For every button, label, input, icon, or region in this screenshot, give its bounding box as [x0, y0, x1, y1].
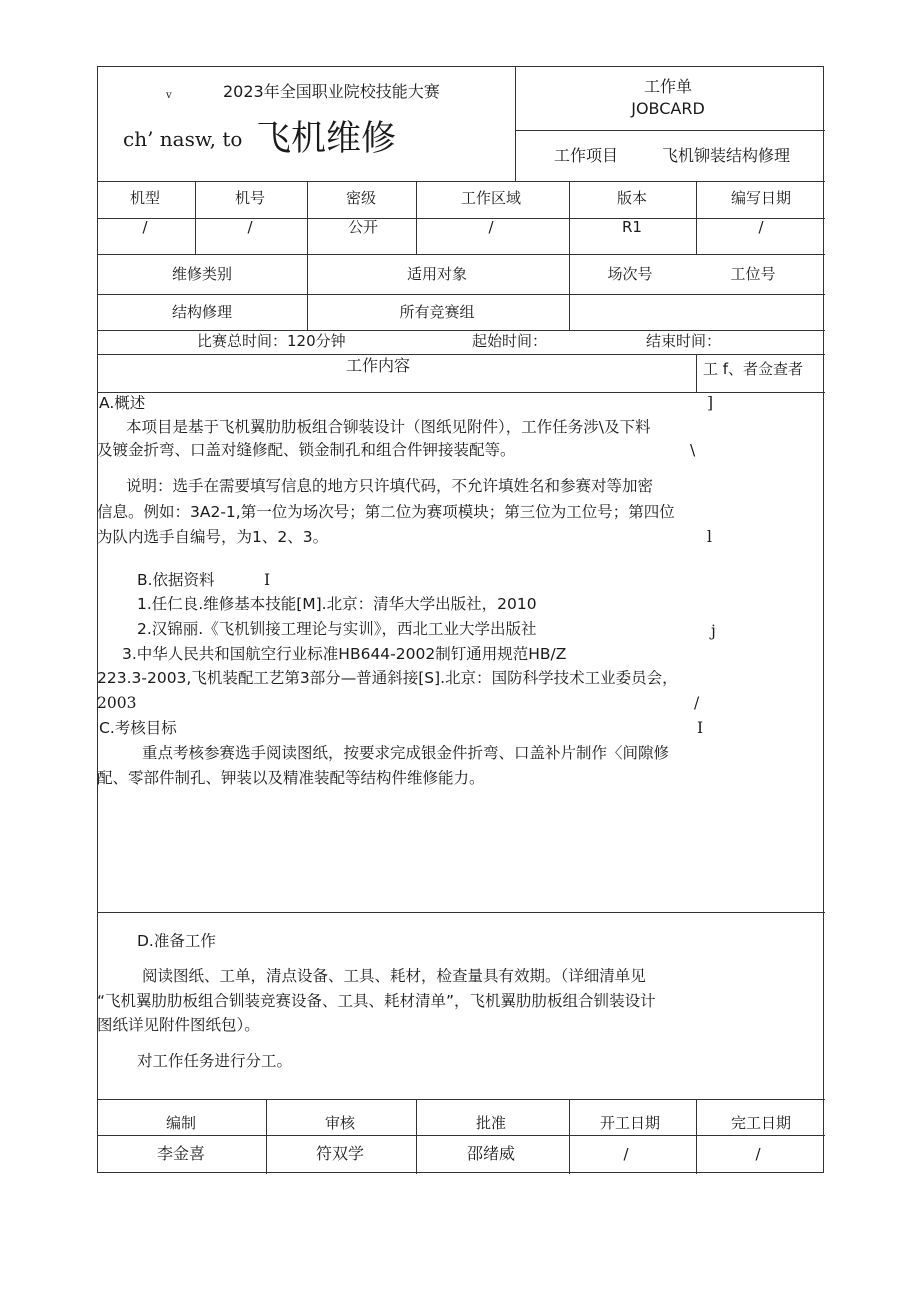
divider	[416, 1099, 417, 1174]
reference-2-mark: j	[711, 622, 716, 640]
target-group-value: 所有竞赛组	[399, 303, 475, 321]
info-value-version: R1	[622, 218, 642, 236]
divider	[266, 1099, 267, 1174]
signoff-finish-date: /	[755, 1145, 761, 1163]
divider	[569, 1099, 570, 1174]
section-c-title: C.考核目标	[99, 719, 177, 737]
section-c-para-line2: 配、零部件制孔、钾装以及精准装配等结构件维修能力。	[97, 769, 485, 787]
signoff-header-finish-date: 完工日期	[730, 1114, 792, 1132]
info-header-version: 版本	[616, 189, 648, 207]
divider	[98, 1099, 825, 1100]
section-a-para2-line2: 信息。例如：3A2-1,第一位为场次号；第二位为赛项模块；第三位为工位号；第四位	[97, 503, 675, 521]
signoff-start-date: /	[623, 1145, 629, 1163]
end-time-label: 结束时间：	[646, 332, 722, 350]
divider	[696, 1099, 697, 1174]
divider	[98, 254, 825, 255]
section-c-title-mark: I	[697, 719, 704, 737]
section-d-para1-line1: 阅读图纸、工单，清点设备、工具、耗材，检查量具有效期。（详细清单见	[142, 967, 646, 985]
divider	[515, 130, 825, 131]
reference-3-mark: /	[694, 694, 700, 712]
session-number-label: 场次号	[607, 265, 653, 283]
section-a-para2-line3: 为队内选手自编号，为1、2、3。	[97, 528, 329, 546]
section-a-para1-line1: 本项目是基于飞机翼肋肋板组合铆装设计（图纸见附件），工作任务涉\及下料	[126, 418, 651, 436]
target-group-label: 适用对象	[406, 265, 468, 283]
info-header-aircraft-number: 机号	[234, 189, 266, 207]
station-number-label: 工位号	[730, 265, 776, 283]
info-value-aircraft-type: /	[142, 218, 148, 236]
total-time: 比赛总时间：120分钟	[197, 332, 346, 350]
page-title: 飞机维修	[256, 119, 397, 159]
competition-name: 2023年全国职业院校技能大赛	[223, 82, 440, 101]
section-d-para1-line2: “飞机翼肋肋板组合钏装竞赛设备、工具、耗材清单”，飞机翼肋肋板组合钏装设计	[97, 992, 656, 1010]
section-a-mark: ]	[707, 394, 714, 412]
divider	[98, 1135, 825, 1136]
title-prefix: ch’ nasw, to	[123, 127, 243, 151]
info-header-work-area: 工作区域	[460, 189, 522, 207]
section-a-title: A.概述	[99, 394, 146, 412]
signoff-header-prepared-by: 编制	[165, 1114, 197, 1132]
section-a-para1-line2: 及镀金折弯、口盖对缝修配、锁金制孔和组合件钾接装配等。	[97, 441, 516, 459]
reference-2: 2.汉锦丽.《飞机钏接工理论与实训》，西北工业大学出版社	[137, 620, 537, 638]
divider	[98, 181, 825, 182]
reference-3-line1: 3.中华人民共和国航空行业标准HB644-2002制钉通用规范HB/Z	[122, 645, 567, 663]
info-header-aircraft-type: 机型	[129, 189, 161, 207]
jobcard-label-en: JOBCARD	[631, 99, 705, 118]
section-a-para2-mark: l	[707, 528, 712, 546]
reference-1: 1.任仁良.维修基本技能[M].北京：清华大学出版社，2010	[137, 595, 537, 613]
divider	[569, 254, 570, 330]
divider	[98, 294, 825, 295]
work-content-header: 工作内容	[345, 356, 411, 375]
divider	[98, 354, 825, 355]
project-label: 工作项目	[554, 146, 619, 165]
section-b-title: B.依据资料	[137, 571, 215, 589]
signoff-header-start-date: 开工日期	[599, 1114, 661, 1132]
divider	[98, 218, 825, 219]
info-value-aircraft-number: /	[247, 218, 253, 236]
maintenance-category-label: 维修类别	[171, 265, 233, 283]
section-d-para2: 对工作任务进行分工。	[137, 1052, 293, 1070]
project-value: 飞机铆装结构修理	[662, 146, 791, 165]
divider	[98, 912, 825, 913]
reference-3-line2: 223.3-2003,飞机装配工艺第3部分—普通斜接[S].北京：国防科学技术工业委员会，	[97, 669, 678, 687]
divider	[515, 67, 516, 181]
signoff-approved-by: 邵绪威	[466, 1144, 516, 1163]
inspector-header: 工 f、者佥查者	[703, 360, 804, 378]
divider	[307, 254, 308, 330]
header-mark: v	[166, 90, 172, 101]
start-time-label: 起始时间：	[472, 332, 548, 350]
section-d-para1-line3: 图纸详见附件图纸包）。	[97, 1016, 260, 1034]
info-value-date: /	[758, 218, 764, 236]
section-d-title: D.准备工作	[137, 932, 216, 950]
divider	[98, 392, 825, 393]
section-a-para2-line1: 说明：选手在需要填写信息的地方只许填代码，不允许填姓名和参赛对等加密	[126, 477, 654, 495]
section-c-para-line1: 重点考核参赛选手阅读图纸，按要求完成银金件折弯、口盖补片制作〈间隙修	[142, 744, 670, 762]
signoff-header-reviewed-by: 审核	[324, 1114, 356, 1132]
signoff-header-approved-by: 批准	[475, 1114, 507, 1132]
section-a-para1-mark: \	[690, 441, 696, 459]
info-header-date: 编写日期	[730, 189, 792, 207]
reference-3-line3: 2003	[97, 694, 137, 712]
info-value-classification: 公开	[348, 218, 379, 236]
signoff-prepared-by: 李金喜	[156, 1144, 206, 1163]
maintenance-category-value: 结构修理	[171, 303, 233, 321]
section-b-title-mark: I	[264, 571, 271, 589]
info-header-classification: 密级	[345, 189, 377, 207]
divider	[696, 354, 697, 392]
info-value-work-area: /	[488, 218, 494, 236]
signoff-reviewed-by: 符双学	[315, 1144, 365, 1163]
jobcard-label-cn: 工作单	[643, 77, 693, 96]
